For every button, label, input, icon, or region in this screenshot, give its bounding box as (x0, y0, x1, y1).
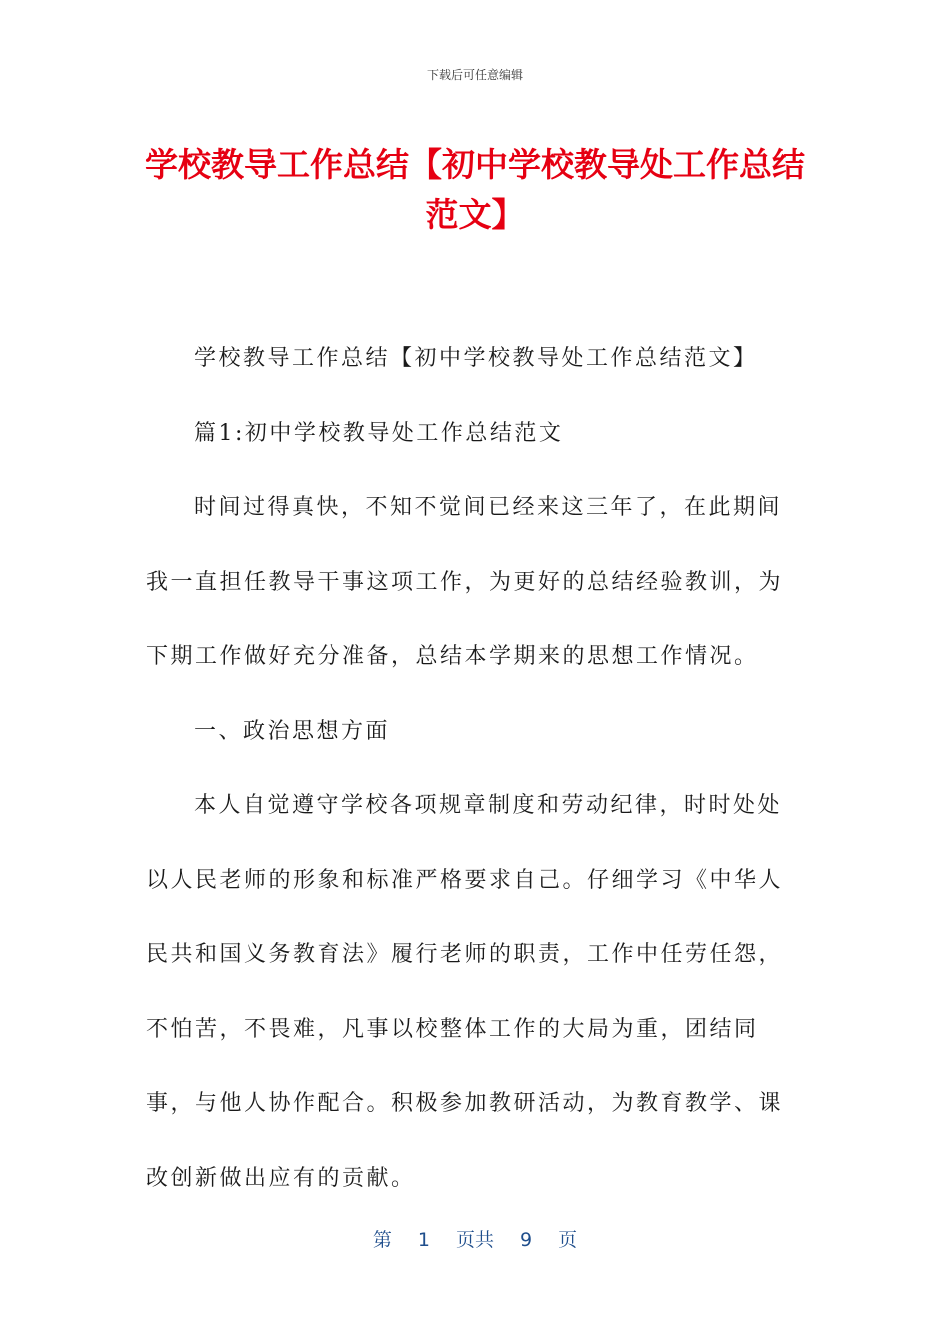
footer-page-prefix: 第 (372, 1229, 392, 1251)
footer-page-current: 1 (417, 1229, 430, 1251)
footer-page-suffix: 页 (558, 1229, 578, 1251)
paragraph-body: 本人自觉遵守学校各项规章制度和劳动纪律，时时处处以人民老师的形象和标准严格要求自己。仔细学习《中华人民共和国义务教育法》履行老师的职责，工作中任劳任怨，不怕苦，不畏难，凡事以校整体工作的大局为重，团结同事，与他人协作配合。积极参加教研活动，为教育教学、课改创新做出应有的贡献。 (146, 793, 784, 1191)
footer-page-middle: 页共 (455, 1229, 494, 1251)
document-title: 学校教导工作总结【初中学校教导处工作总结范文】 (145, 145, 805, 234)
paragraph-section-label: 篇1:初中学校教导处工作总结范文 (194, 420, 564, 446)
paragraph-subheading: 一、政治思想方面 (194, 718, 391, 744)
paragraph-intro: 时间过得真快，不知不觉间已经来这三年了，在此期间我一直担任教导干事这项工作，为更好的总结经验教训，为下期工作做好充分准备，总结本学期来的思想工作情况。 (146, 495, 784, 669)
footer-page-total: 9 (520, 1229, 533, 1251)
document-body (146, 322, 806, 1216)
page-footer (0, 1225, 950, 1252)
header-note: 下载后可任意编辑 (426, 68, 523, 82)
paragraph-heading: 学校教导工作总结【初中学校教导处工作总结范文】 (194, 346, 758, 371)
